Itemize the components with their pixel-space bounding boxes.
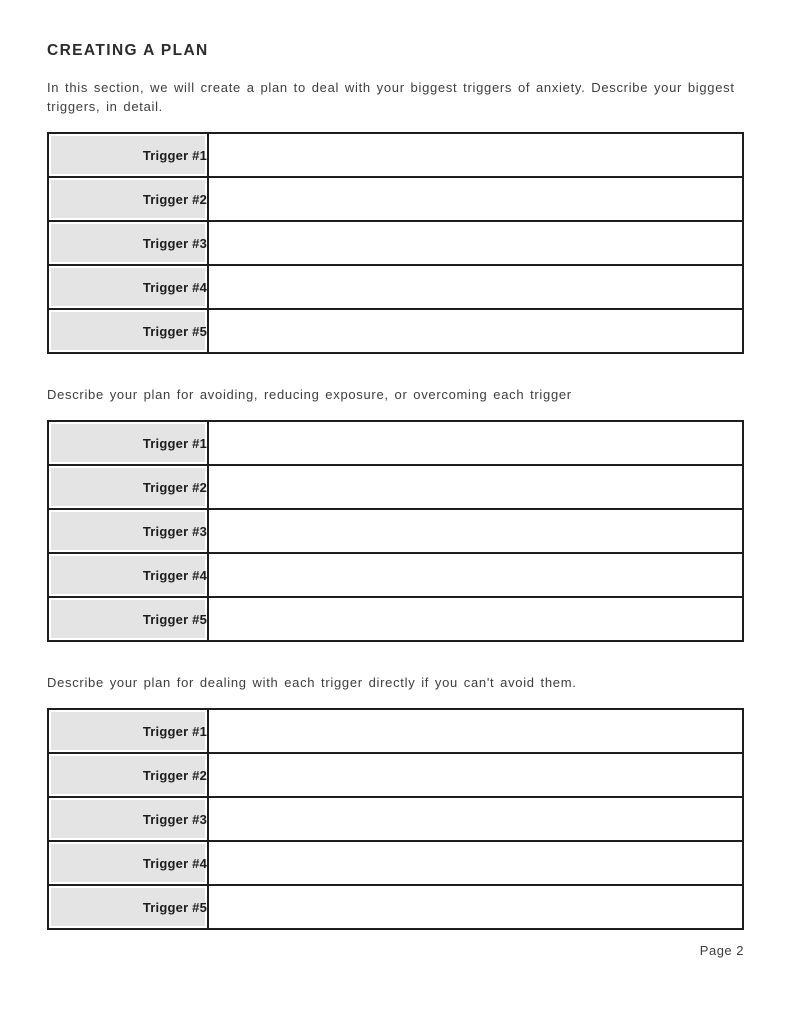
trigger-label: Trigger #4 xyxy=(48,841,208,885)
trigger-label: Trigger #1 xyxy=(48,709,208,753)
trigger-label: Trigger #3 xyxy=(48,797,208,841)
page-number: Page 2 xyxy=(699,943,744,958)
trigger-input-cell[interactable] xyxy=(208,177,743,221)
trigger-label: Trigger #4 xyxy=(48,265,208,309)
trigger-input-cell[interactable] xyxy=(208,421,743,465)
table-row xyxy=(48,709,743,753)
table-row xyxy=(48,421,743,465)
intro-paragraph: In this section, we will create a plan to deal with your biggest triggers of anxiety. Describe your biggest triggers, in detail. xyxy=(47,80,735,114)
trigger-label: Trigger #2 xyxy=(48,177,208,221)
trigger-input-cell[interactable] xyxy=(208,597,743,641)
trigger-input-cell[interactable] xyxy=(208,841,743,885)
table-row xyxy=(48,133,743,177)
table-row xyxy=(48,177,743,221)
table-row xyxy=(48,265,743,309)
trigger-input-cell[interactable] xyxy=(208,465,743,509)
trigger-input-cell[interactable] xyxy=(208,797,743,841)
table-row xyxy=(48,597,743,641)
trigger-label: Trigger #5 xyxy=(48,885,208,929)
trigger-label: Trigger #4 xyxy=(48,553,208,597)
trigger-label: Trigger #5 xyxy=(48,597,208,641)
table-row xyxy=(48,841,743,885)
table-row xyxy=(48,885,743,929)
table-row xyxy=(48,753,743,797)
trigger-label: Trigger #3 xyxy=(48,221,208,265)
trigger-input-cell[interactable] xyxy=(208,509,743,553)
trigger-input-cell[interactable] xyxy=(208,553,743,597)
table-row xyxy=(48,509,743,553)
trigger-input-cell[interactable] xyxy=(208,753,743,797)
trigger-label: Trigger #2 xyxy=(48,465,208,509)
direct-plan-prompt: Describe your plan for dealing with each trigger directly if you can't avoid them. xyxy=(47,675,577,690)
trigger-input-cell[interactable] xyxy=(208,885,743,929)
avoidance-plan-table xyxy=(47,420,744,642)
trigger-input-cell[interactable] xyxy=(208,265,743,309)
trigger-label: Trigger #1 xyxy=(48,421,208,465)
trigger-input-cell[interactable] xyxy=(208,309,743,353)
trigger-input-cell[interactable] xyxy=(208,133,743,177)
table-row xyxy=(48,465,743,509)
biggest-triggers-table xyxy=(47,132,744,354)
page-title: CREATING A PLAN xyxy=(47,42,209,59)
trigger-label: Trigger #1 xyxy=(48,133,208,177)
table-row xyxy=(48,797,743,841)
table-row xyxy=(48,309,743,353)
trigger-label: Trigger #5 xyxy=(48,309,208,353)
trigger-label: Trigger #3 xyxy=(48,509,208,553)
trigger-input-cell[interactable] xyxy=(208,709,743,753)
table-row xyxy=(48,553,743,597)
trigger-input-cell[interactable] xyxy=(208,221,743,265)
direct-plan-table xyxy=(47,708,744,930)
avoidance-plan-prompt: Describe your plan for avoiding, reducing exposure, or overcoming each trigger xyxy=(47,387,572,402)
trigger-label: Trigger #2 xyxy=(48,753,208,797)
table-row xyxy=(48,221,743,265)
